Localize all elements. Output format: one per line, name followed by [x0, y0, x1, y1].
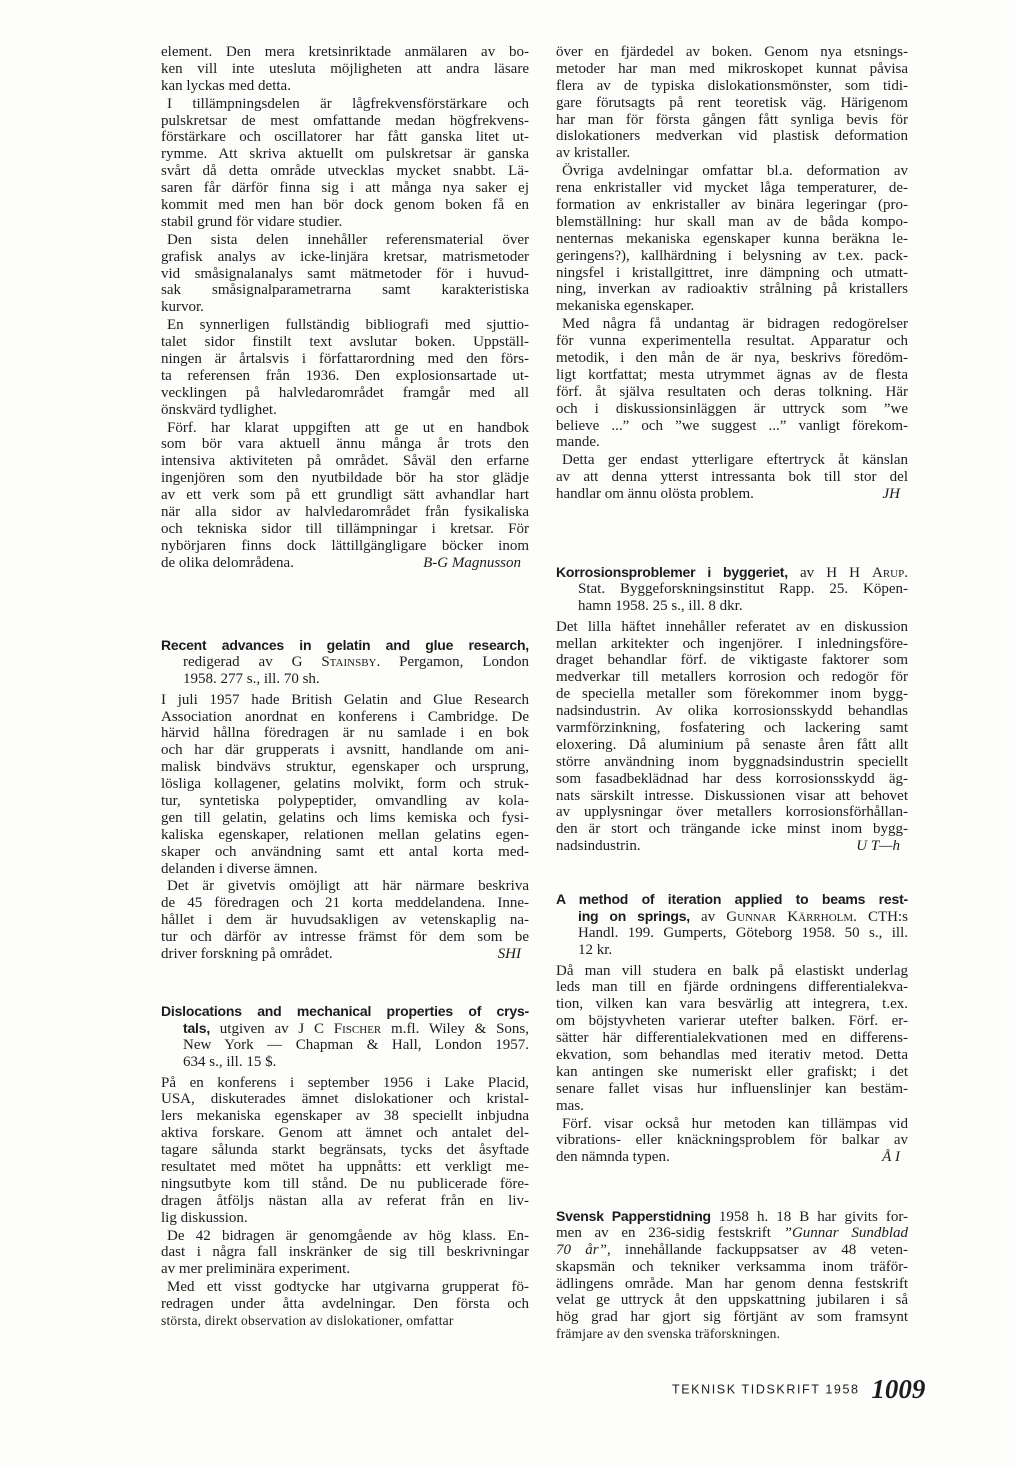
text-run: Handl. 199. Gumperts, Göteborg 1958. 50 s., ill. — [578, 924, 908, 941]
page-footer — [672, 1374, 925, 1405]
text-line: nats särskilt intresse. Diskussionen visar att behovet — [556, 787, 908, 804]
text-line: större användning inom byggnadsindustrin speciellt — [556, 753, 908, 770]
text-line: kommit med men han bör dock genom boken få en — [161, 197, 529, 214]
text-line: svårt då detta område utvecklas mycket snabbt. Lä- — [161, 163, 529, 180]
text-line: De 42 bidragen är genomgående av hög klass. En- — [167, 1227, 529, 1244]
author-name: Arup — [872, 565, 905, 581]
text-line: tion, vilken kan vara besvärlig att integrera, t.ex. — [556, 996, 908, 1013]
text-line: lers mekaniska egenskaper av 38 speciellt inbjudna — [161, 1108, 529, 1125]
reviewer-signature: Å I — [882, 1149, 900, 1166]
text-line: ingenjören som den nyutbildade bör ha stor glädje — [161, 470, 529, 487]
paragraph — [556, 44, 908, 162]
text-run: innehållande fackuppsatser av 48 veten- — [610, 1241, 908, 1258]
text-line: nadsindustrin. Av olika korrosionsskydd behandlas — [556, 703, 908, 720]
text-run: . — [904, 565, 908, 581]
text-line: Förf. har klarat uppgiften att ge ut en handbok — [167, 419, 529, 436]
text-line: Med några få undantag är bidragen redogörelser — [562, 316, 908, 333]
paragraph — [161, 317, 529, 418]
text-line: lig diskussion. — [161, 1209, 248, 1226]
heading-line — [556, 891, 908, 908]
text-line: Den sista delen innehåller referensmaterial över — [167, 231, 529, 248]
text-line: handlar om ännu olösta problem. JH — [556, 486, 908, 503]
text-line: gare förutsagts på rent teoretisk väg. Härigenom — [556, 94, 908, 111]
text-line: kan antingen ske numeriskt eller grafiskt; i det — [556, 1063, 908, 1080]
text-line: önskvärd tydlighet. — [161, 401, 277, 418]
heading-line — [161, 637, 529, 654]
review-dislocations — [161, 1003, 529, 1331]
text-line: ningsutbyte kom till stånd. De nu publicerade före- — [161, 1175, 529, 1192]
text-run: 1958 h. 18 B har givits for- — [710, 1209, 909, 1225]
text-line: mellan arkitekter och ingenjörer. I inledningsföre- — [556, 635, 908, 652]
text-line: hållet i dem är huvudsakligen av vetenskaplig na- — [161, 912, 529, 929]
text-line: ligt kortfattat; mesta utrymmet ägnas av de flesta — [556, 366, 908, 383]
text-line: nadsindustrin. U T—h — [556, 838, 908, 855]
text-line: delanden i diverse ämnen. — [161, 860, 318, 877]
text-run: av H H — [787, 565, 873, 581]
paragraph — [556, 1208, 908, 1343]
text-run: . Pergamon, London — [376, 653, 530, 670]
text-line: skaper och användning samt ett antal korta med- — [161, 843, 529, 860]
paragraph — [161, 420, 529, 572]
text-line: av kristaller. — [556, 145, 631, 162]
text-line: rymme. Att skriva aktuellt om pulskretsar är ganska — [161, 146, 529, 163]
text-line: dast i några fall inskränker de sig till beskrivningar — [161, 1244, 529, 1261]
text-line: mande. — [556, 434, 600, 451]
italic-text: ”Gunnar Sundblad — [783, 1224, 908, 1241]
text-line: hög grad har gjort sig förtjänt av som framsynt — [556, 1309, 908, 1326]
text-line: resultatet med mötet ha uppnåtts: ett verkligt me- — [161, 1159, 529, 1176]
text-run: hamn 1958. 25 s., ill. 8 dkr. — [578, 597, 743, 614]
review-korrosion — [556, 564, 908, 856]
text-line: när alla sidor av halvledarområdet från fysikaliska — [161, 504, 529, 521]
text-line: av upplysningar över metallers korrosionsförhållan- — [556, 804, 908, 821]
text-line: geringens?), kallhärdning i belysning av t.ex. pack- — [556, 247, 908, 264]
italic-text: 70 år”, — [556, 1241, 611, 1258]
text-line: kaliska egenskaper, relationen mellan gelatins egen- — [161, 826, 529, 843]
heading-title: ing on springs, — [578, 907, 690, 924]
text-line: velat ge uttryck åt den uppskattning jubilaren i så — [556, 1292, 908, 1309]
text-line: saren får därför finna sig i att många nya saker ej — [161, 180, 529, 197]
text-line: sak småsignalparametrarna samt karakteristiska — [161, 282, 529, 299]
text-run: 1958. 277 s., ill. 70 sh. — [183, 670, 320, 687]
text-line: tur och därför av intresse främst för dem som be — [161, 929, 529, 946]
text-line: Övriga avdelningar omfattar bl.a. deformation av — [562, 163, 908, 180]
text-line: intensiva aktiviteten på området. Såväl den erfarne — [161, 453, 529, 470]
review-heading — [161, 1003, 529, 1071]
text-line: största, direkt observation av dislokationer, omfattar — [161, 1313, 454, 1329]
text-line: och tekniska sidor till tillämpningar i kretsar. För — [161, 520, 529, 537]
paragraph — [161, 692, 529, 878]
text-line: ädlingens område. Man har genom denna festskrift — [556, 1275, 908, 1292]
text-run: 634 s., ill. 15 $. — [183, 1053, 277, 1070]
text-line: Förf. visar också hur metoden kan tillämpas vid — [562, 1115, 908, 1132]
text-line: och i diskussionsinläggen är uttryck som ”we — [556, 400, 908, 417]
text-line: härvid hållna föredragen är nu samlade i en bok — [161, 725, 529, 742]
text-line: Association anordnat en konferens i Cambridge. De — [161, 708, 529, 725]
text-line: mekaniska egenskaper. — [556, 298, 695, 315]
text-line: vecklingen på halvledarområdet framgår med all — [161, 384, 529, 401]
text-run: Stat. Byggeforskningsinstitut Rapp. 25. Köpen- — [578, 580, 908, 597]
text-line: de speciella metaller som förekommer inom bygg- — [556, 686, 908, 703]
reviewer-signature: SHI — [497, 946, 521, 963]
paragraph — [161, 878, 529, 962]
text-line: av mer preliminära experiment. — [161, 1261, 351, 1278]
heading-title: tals, — [183, 1019, 211, 1036]
text-line: över en fjärdedel av boken. Genom nya etsnings- — [556, 44, 908, 60]
text-line: driver forskning på området. SHI — [161, 946, 529, 963]
paragraph — [556, 163, 908, 315]
text-line: förstärkare och oscillatorer har fått ganska litet ut- — [161, 129, 529, 146]
text-line: förf. åt själva resultaten och deras tolkning. Här — [556, 383, 908, 400]
text-line: för vunna experimentella resultat. Apparatur och — [556, 333, 908, 350]
text-line: varmförzinkning, fosfatering och lackering samt — [556, 720, 908, 737]
text-run: av — [689, 908, 727, 925]
paragraph — [556, 1116, 908, 1167]
text-run: men av en 236-sidig festskrift — [556, 1224, 784, 1241]
text-line: ningsfel i kristallgittret, inre dämpning och utmatt- — [556, 264, 908, 281]
text-line: av att denna ytterst intressanta bok till stor del — [556, 469, 908, 486]
heading-line — [161, 1054, 529, 1071]
paragraph — [161, 232, 529, 316]
text-line: sätter här differentialekvationen med en differens- — [556, 1030, 908, 1047]
text-line: lösliga kollagener, gelatins molvikt, form och struk- — [161, 776, 529, 793]
review-heading — [556, 564, 908, 615]
text-line: ningen är årtalsvis i författarordning med den förs- — [161, 351, 529, 368]
text-line: eloxering. Då aluminium på senaste åren fått allt — [556, 736, 908, 753]
text-line: I tillämpningsdelen är lågfrekvensförstärkare och — [167, 95, 529, 112]
text-line: Då man vill studera en balk på elastiskt underlag — [556, 962, 908, 979]
text-line: stabil grund för vidare studier. — [161, 213, 343, 230]
text-line: dragen åtföljs nästan alla av referat från en liv- — [161, 1192, 529, 1209]
text-line: de olika delområdena. B-G Magnusson — [161, 555, 529, 572]
text-line: vid småsignalanalys samt mätmetoder för i huvud- — [161, 265, 529, 282]
heading-line — [161, 1037, 529, 1054]
text-line: ken vill inte utesluta möjligheten att andra läsare — [161, 60, 529, 77]
author-name: Stainsby — [321, 653, 377, 670]
text-line: metoder har man med mikroskopet kunnat påvisa — [556, 60, 908, 77]
text-line — [556, 1208, 908, 1225]
text-line: blemställning: hur skall man av de båda kompo- — [556, 213, 908, 230]
heading-line — [161, 654, 529, 671]
text-run: utgiven av J C — [210, 1020, 334, 1037]
heading-title: Svensk Papperstidning — [556, 1208, 711, 1224]
text-line: leds man till en fjärde ordningens differentialekva- — [556, 979, 908, 996]
text-line: om böjstyvheten varierar utefter balken. Förf. er- — [556, 1013, 908, 1030]
text-line: talet sidor finstilt text avslutar boken. Uppställ- — [161, 334, 529, 351]
paragraph — [556, 452, 908, 503]
reviewer-signature: JH — [882, 486, 900, 503]
author-name: Gunnar Kärrholm — [726, 908, 854, 925]
text-line: den nämnda typen. Å I — [556, 1149, 908, 1166]
heading-title: Dislocations and mechanical properties of crys- — [161, 1003, 529, 1019]
text-line: formation av enkristaller av binära legeringar (pro- — [556, 197, 908, 214]
page-number: 1009 — [871, 1374, 926, 1404]
heading-line — [556, 942, 908, 959]
text-line: element. Den mera kretsinriktade anmälaren av bo- — [161, 44, 529, 60]
text-line: USA, diskuterades ämnet dislokationer och kristal- — [161, 1091, 529, 1108]
journal-name: TEKNISK TIDSKRIFT 1958 — [672, 1382, 860, 1397]
text-line: vibrations- eller knäckningsproblem för balkar av — [556, 1132, 908, 1149]
paragraph — [556, 619, 908, 855]
text-line: På en konferens i september 1956 i Lake Placid, — [161, 1074, 529, 1091]
text-line: Med ett visst godtycke har utgivarna grupperat fö- — [167, 1279, 529, 1296]
heading-line — [161, 1003, 529, 1020]
heading-title: A method of iteration applied to beams rest- — [556, 891, 908, 907]
text-line: aktiva forskare. Genom att ämnet och antalet del- — [161, 1125, 529, 1142]
text-line: ning, inverkan av radioaktiv strålning på kristallers — [556, 281, 908, 298]
text-line: mas. — [556, 1097, 584, 1114]
reviewer-signature: U T—h — [856, 838, 900, 855]
text-line: skapsmän och tekniker verksamma inom träför- — [556, 1258, 908, 1275]
text-line: pulskretsar de mest omfattande medan högfrekvens- — [161, 112, 529, 129]
text-line: tagare sålunda starkt begränsats, tycks det åsyftade — [161, 1142, 529, 1159]
text-line: I juli 1957 hade British Gelatin and Glue Research — [161, 691, 529, 708]
heading-line — [556, 598, 908, 615]
text-line: medverkar till metallers korrosion och redogör för — [556, 669, 908, 686]
paragraph — [161, 1279, 529, 1330]
paragraph — [161, 1075, 529, 1227]
text-line: den är stort och trängande icke minst inom bygg- — [556, 821, 908, 838]
text-line: flera av de typiska dislokationsmönster, som tidi- — [556, 77, 908, 94]
text-run: m.fl. Wiley & Sons, — [381, 1020, 529, 1037]
review-continuation-right — [556, 44, 908, 504]
text-line: gen till gelatin, gelatins och lims kemiska och fysi- — [161, 809, 529, 826]
reviewer-signature: B-G Magnusson — [423, 554, 521, 571]
paragraph — [556, 963, 908, 1115]
text-line: som bör vara aktuell ännu många år trots den — [161, 436, 529, 453]
review-heading — [161, 637, 529, 688]
paragraph — [161, 1228, 529, 1279]
text-line: nenternas mekaniska egenskaper kunna beräkna le- — [556, 230, 908, 247]
text-line: redragen under åtta avdelningar. Den första och — [161, 1296, 529, 1313]
text-line: har man för första gången fått synliga bevis för — [556, 111, 908, 128]
text-line — [556, 1225, 908, 1242]
heading-line — [556, 564, 908, 581]
text-line: draget behandlar förf. de viktigaste faktorer som — [556, 652, 908, 669]
heading-line — [161, 671, 529, 688]
text-line: av ett verk som på ett grundligt sätt avhandlar hart — [161, 487, 529, 504]
text-line: kan lyckas med detta. — [161, 77, 291, 94]
heading-line — [556, 925, 908, 942]
review-iteration — [556, 891, 908, 1167]
text-run: 12 kr. — [578, 941, 613, 958]
text-line: nybörjaren finns dock lättillgängligare böcker inom — [161, 537, 529, 554]
text-line: de 45 föredragen och 21 korta meddelandena. Inne- — [161, 895, 529, 912]
text-line: Detta ger endast ytterligare eftertryck åt känslan — [562, 452, 908, 469]
paragraph — [161, 96, 529, 231]
paragraph — [556, 316, 908, 451]
text-line: ekvation, som behandlas med iterativ metod. Detta — [556, 1047, 908, 1064]
text-run: New York — Chapman & Hall, London 1957. — [183, 1036, 529, 1053]
text-line: En synnerligen fullständig bibliografi med sjuttio- — [167, 317, 529, 334]
text-line: malisk bindvävs struktur, egenskaper och ursprung, — [161, 759, 529, 776]
text-line: och har där grupperats i avsnitt, handlande om ani- — [161, 742, 529, 759]
text-line — [556, 1242, 908, 1259]
review-heading — [556, 891, 908, 959]
notice-papperstidning — [556, 1208, 908, 1344]
heading-line — [161, 1020, 529, 1037]
text-run: . CTH:s — [853, 908, 908, 925]
text-line: ta referensen från 1936. Den explosionsartade ut- — [161, 367, 529, 384]
text-run: redigerad av G — [183, 653, 322, 670]
review-continuation-left — [161, 44, 529, 573]
text-line: dislokationers medverkan vid plastisk deformation — [556, 128, 908, 145]
heading-line — [556, 581, 908, 598]
text-line: metodik, i den mån de är nya, beskrivs föredöm- — [556, 350, 908, 367]
text-line: som fasadbeklädnad har dess korrosionsskydd äg- — [556, 770, 908, 787]
heading-line — [556, 908, 908, 925]
text-line: Det är givetvis omöjligt att här närmare beskriva — [167, 878, 529, 895]
text-line: främjare av den svenska träforskningen. — [556, 1326, 781, 1342]
author-name: Fischer — [333, 1020, 382, 1037]
paragraph — [161, 44, 529, 95]
text-line: senare fallet visas hur influenslinjer kan bestäm- — [556, 1080, 908, 1097]
text-line: believe ...” och ”we suggest ...” vanligt förekom- — [556, 417, 908, 434]
text-line: tur, syntetiska polypeptider, omvandling av kola- — [161, 793, 529, 810]
text-line: grafisk analys av icke-linjära kretsar, matrismetoder — [161, 248, 529, 265]
heading-title: Korrosionsproblemer i byggeriet, — [556, 564, 788, 580]
text-line: Det lilla häftet innehåller referatet av en diskussion — [556, 618, 908, 635]
review-gelatin — [161, 637, 529, 964]
text-line: kurvor. — [161, 299, 204, 316]
text-line: rena enkristaller vid mycket låga temperaturer, de- — [556, 180, 908, 197]
heading-title: Recent advances in gelatin and glue research, — [161, 637, 529, 653]
